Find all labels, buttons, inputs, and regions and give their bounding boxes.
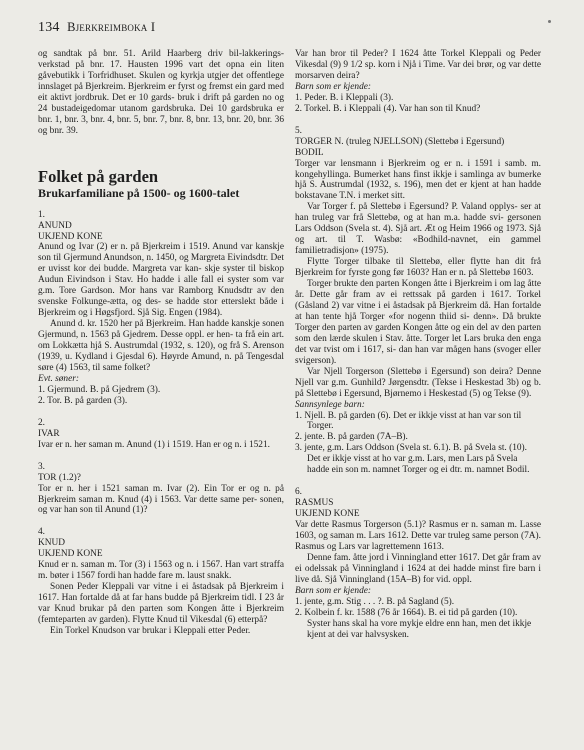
text-paragraph: 1. jente, g.m. Stig . . . ?. B. på Sagland (5). [295, 596, 455, 607]
text-paragraph: Denne fam. åtte jord i Vinningland etter 1617. Det går fram av ei odelssak på Vinningland i 1624 at dei hadde minst fire barn i live då. Sjå Vinningland (15A–B) for vid. oppl. [295, 552, 541, 585]
text-paragraph: Sonen Peder Kleppali var vitne i ei åstadsak på Bjerkreim i 1617. Han fortalde då at far hans budde på Bjerkreim tidl. I 23 år var Knud brukar på den parten som Kongen åtte i Bjerkreim (femteparten av garden). Flytte Knud til Vikesdal (6) etterpå? [38, 582, 284, 626]
page-header [38, 19, 155, 36]
text-paragraph: og sandtak på bnr. 51. Arild Haarberg driv bil-lakkerings- verkstad på bnr. 17. Hausten 1996 vart det opna ein liten gåvebutikk i Torfridhuset. Skulen og kyrkja utgjer det offentlege innslaget på Bjerkreim. Bjerkreim er fyrst og fremst ein gard med eit aktivt jordbruk. Det er 10 gards- bruk i drift på garden no og 24 bustadeigedomar utanom gardsbruka. Dei 10 gardsbruka er bnr. 1, bnr. 3, bnr. 4, bnr. 5, bnr. 7, bnr. 8, bnr. 13, bnr. 20, bnr. 36 og bnr. 39. [38, 49, 284, 136]
text-paragraph: Anund d. kr. 1520 her på Bjerkreim. Han hadde kanskje sonen Gjermund, n. 1563 på Gjedrem. Desse oppl. er hen- ta frå ein art. om Lokkætta hjå S. Austrumdal (1932, s. 120), og frå S. Arenson (1939, u. Kydland i Gjesdal 6). Høyrde Amund, n. på Tengesdal søre (4) 1563, til same folket? [38, 319, 284, 373]
list-caption: Evt. søner: [38, 373, 79, 384]
text-paragraph: RASMUS [295, 498, 334, 509]
text-paragraph: KNUD [38, 538, 65, 549]
text-paragraph: Var Njell Torgerson (Slettebø i Egersund) son deira? Denne Njell var g.m. Gunhild? Jørgensdtr. (Tekse i Heskestad 3b) og b. på Slettebø i Egersund, Bjørnemo i Heskestad (5) og Tekse (9). [295, 366, 541, 399]
text-paragraph: Flytte Torger tilbake til Slettebø, eller flytte han dit frå Bjerkreim for fyrste gong før 1603? Han er n. på Slettebø 1603. [295, 257, 541, 279]
text-paragraph: 2. jente. B. på garden (7A–B). [295, 432, 408, 443]
text-paragraph: 2. Kolbein f. kr. 1588 (76 år 1664). B. ei tid på garden (10). Syster hans skal ha vore mykje eldre enn han, men det ikkje kjent at dei var halvsysken. [295, 607, 532, 640]
text-paragraph: Anund og Ivar (2) er n. på Bjerkreim i 1519. Anund var kanskje son til Gjermund Anundson, n. 1450, og Margreta Eivindsdtr. Det er uvisst kor dei budde. Margreta var kan- skje syster til biskop Audun Eivindson i Stav. Ho hadde i alle fall ei syster som var g.m. Tore Gardson. Mor hans var Ramborg Knudsdtr av den svenske Folkunge-ætta, og des- se hadde stor etterslekt både i Bjerkreim og i Høgsfjord. Sjå Sig. Engen (1984). [38, 242, 284, 319]
text-paragraph: Tor er n. her i 1521 saman m. Ivar (2). Ein Tor er og n. på Bjerkreim saman m. Knud (4) i 1563. Var dette same per- sonen, og var han son til Anund (1)? [38, 483, 284, 516]
text-paragraph: 4. [38, 527, 46, 538]
text-paragraph: Ivar er n. her saman m. Anund (1) i 1519. Han er og n. i 1521. [38, 439, 270, 450]
right-column [295, 49, 541, 641]
text-paragraph: IVAR [38, 428, 60, 439]
text-paragraph: TOR (1.2)? [38, 472, 81, 483]
text-paragraph: Var han bror til Peder? I 1624 åtte Torkel Kleppali og Peder Vikesdal (9) 9 1/2 sp. korn i Njå i Time. Var dei brør, og var dette morsarven deira? [295, 49, 541, 81]
text-paragraph: 6. [295, 487, 303, 498]
text-paragraph: TORGER N. (truleg NJELLSON) (Slettebø i Egersund) [295, 136, 505, 147]
left-column [38, 49, 284, 637]
text-paragraph: Knud er n. saman m. Tor (3) i 1563 og n. i 1567. Han vart straffa m. bøter i 1567 fordi han hadde fare m. laust snakk. [38, 560, 284, 582]
text-paragraph: UKJEND KONE [295, 509, 360, 520]
text-paragraph: 1. [38, 209, 46, 220]
text-paragraph: 5. [295, 125, 303, 136]
list-caption: Barn som er kjende: [295, 585, 372, 596]
text-paragraph: UKJEND KONE [38, 231, 103, 242]
text-paragraph: 2. Tor. B. på garden (3). [38, 395, 128, 406]
text-paragraph: Ein Torkel Knudson var brukar i Kleppali etter Peder. [50, 625, 251, 636]
text-paragraph: 1. Gjermund. B. på Gjedrem (3). [38, 384, 161, 395]
page-speck [548, 20, 551, 23]
text-paragraph: 1. Njell. B. på garden (6). Det er ikkje visst at han var son til Torger. [295, 410, 522, 432]
spacer [295, 476, 541, 487]
text-paragraph: 1. Peder. B. i Kleppali (3). [295, 92, 394, 103]
spacer [38, 451, 284, 462]
list-caption: Sannsynlege barn: [295, 399, 365, 410]
text-paragraph: 2. Torkel. B. i Kleppali (4). Var han son til Knud? [295, 103, 481, 114]
text-paragraph: 3. jente, g.m. Lars Oddson (Svela st. 6.1). B. på Svela st. (10). Det er ikkje visst at ho var g.m. Lars, men Lars på Svela hadde ein son m. namnet Torger og ei dtr. m. namnet Bodil. [295, 443, 530, 476]
page-number: 134 [38, 20, 60, 35]
section-subheading: Brukarfamiliane på 1500- og 1600-talet [38, 185, 240, 200]
text-paragraph: BODIL [295, 147, 324, 158]
spacer [38, 407, 284, 418]
text-paragraph: ANUND [38, 220, 72, 231]
spacer [38, 137, 284, 167]
text-paragraph: Torger var lensmann i Bjerkreim og er n. i 1591 i samb. m. kongehyllinga. Bumerket hans finst ikkje i samlinga av bumerke hjå S. Austrumdal (1932, s. 196), men det er kjent at han hadde bokstavane T.N. i merket sitt. [295, 158, 541, 202]
spacer [38, 201, 284, 210]
text-paragraph: Var Torger f. på Slettebø i Egersund? P. Valand opplys- ser at han truleg var frå Slettebø, og at han m.a. hadde svi- gersonen Lars Oddson (Svela st. 4). Sjå art. Æt og Heim 1966 og 1973. Sjå og art. til T. Wasbø: «Bodhild-navnet, ein gammel familietradisjon» (1975). [295, 202, 541, 257]
section-heading: Folket på garden [38, 166, 159, 186]
spacer [38, 516, 284, 527]
text-paragraph: 3. [38, 461, 46, 472]
book-title: Bjerkreimboka I [67, 20, 156, 34]
text-paragraph: UKJEND KONE [38, 549, 103, 560]
text-paragraph: 2. [38, 417, 46, 428]
spacer [295, 115, 541, 126]
text-paragraph: Var dette Rasmus Torgerson (5.1)? Rasmus er n. saman m. Lasse 1603, og saman m. Lars 1612. Dette var truleg same person (7A). Rasmus og Lars var lagrettemenn 1613. [295, 520, 541, 552]
text-paragraph: Torger brukte den parten Kongen åtte i Bjerkreim i om lag åtte år. Dette går fram av ei rettssak på garden i 1617. Torkel (Gåsland 2) var vitne i ei åstadsak på Bjerkreim då. Han fortalde at han tente hjå Torger «for nogenn thiid si- denn». Då brukte Torger den parten av garden Kongen åtte og ein del av den parten som den lærde skulen i Stav. åtte. Torger let Lars bruka den enga det var tvist om i 1617, si- dan han var mågen hans (svoger eller svigerson). [295, 279, 541, 366]
list-caption: Barn som er kjende: [295, 81, 372, 92]
